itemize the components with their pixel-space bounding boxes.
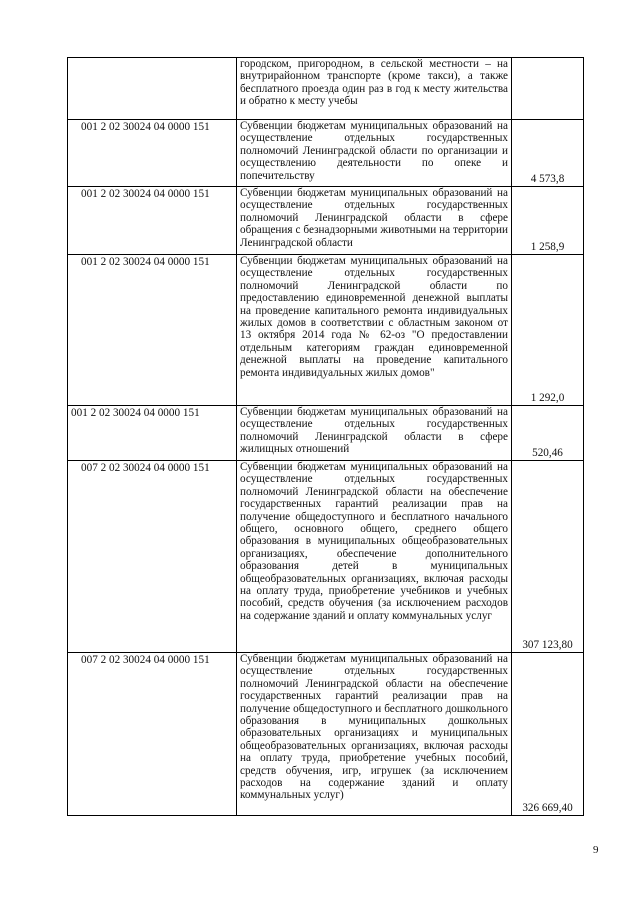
table-row <box>68 461 584 653</box>
budget-code: 001 2 02 30024 04 0000 151 <box>81 121 210 133</box>
table-row <box>68 255 584 406</box>
budget-code-cell <box>68 461 237 653</box>
budget-code-cell <box>68 120 237 187</box>
page-number: 9 <box>593 844 599 856</box>
amount-cell: 1 258,9 <box>512 187 584 255</box>
budget-code: 007 2 02 30024 04 0000 151 <box>81 654 210 666</box>
budget-code: 001 2 02 30024 04 0000 151 <box>71 407 200 419</box>
description-cell: городском, пригородном, в сельской местности – на внутрирайонном транспорте (кроме такси), а также бесплатного проезда один раз в год к месту жительства и обратно к месту учебы <box>237 58 512 120</box>
description-cell: Субвенции бюджетам муниципальных образований на осуществление отдельных государственных полномочий Ленинградской области в сфере обращения с безнадзорными животными на территории Ленинградской области <box>237 187 512 255</box>
budget-code-cell <box>68 187 237 255</box>
amount-cell: 326 669,40 <box>512 653 584 816</box>
table-row <box>68 58 584 120</box>
budget-code: 001 2 02 30024 04 0000 151 <box>81 188 210 200</box>
budget-code-cell <box>68 255 237 406</box>
amount-cell: 307 123,80 <box>512 461 584 653</box>
budget-table <box>67 57 584 816</box>
budget-code-cell <box>68 406 237 461</box>
table-row <box>68 120 584 187</box>
budget-code-cell <box>68 58 237 120</box>
budget-code: 007 2 02 30024 04 0000 151 <box>81 462 210 474</box>
description-cell: Субвенции бюджетам муниципальных образований на осуществление отдельных государственных полномочий Ленинградской области на обеспечение государственных гарантий реализации прав на получение общедоступного и бесплатного начального общего, основного общего, среднего общего образования в муниципальных общеобразовательных организациях, обеспечение дополнительного образования детей в муниципальных общеобразовательных организациях, включая расходы на оплату труда, приобретение учебников и учебных пособий, средств обучения (за исключением расходов на содержание зданий и оплату коммунальных услуг <box>237 461 512 653</box>
description-cell: Субвенции бюджетам муниципальных образований на осуществление отдельных государственных полномочий Ленинградской области по предоставлению единовременной денежной выплаты на проведение капитального ремонта индивидуальных жилых домов в соответствии с областным законом от 13 октября 2014 года № 62-оз "О предоставлении отдельным категориям граждан единовременной денежной выплаты на проведение капитального ремонта индивидуальных жилых домов" <box>237 255 512 406</box>
description-cell: Субвенции бюджетам муниципальных образований на осуществление отдельных государственных полномочий Ленинградской области в сфере жилищных отношений <box>237 406 512 461</box>
table-row <box>68 653 584 816</box>
amount-cell <box>512 58 584 120</box>
description-cell: Субвенции бюджетам муниципальных образований на осуществление отдельных государственных полномочий Ленинградской области по организации и осуществлению деятельности по опеке и попечительству <box>237 120 512 187</box>
table-row <box>68 187 584 255</box>
amount-cell: 4 573,8 <box>512 120 584 187</box>
amount-cell: 1 292,0 <box>512 255 584 406</box>
description-cell: Субвенции бюджетам муниципальных образований на осуществление отдельных государственных полномочий Ленинградской области на обеспечение государственных гарантий реализации прав на получение общедоступного и бесплатного дошкольного образования в муниципальных дошкольных образовательных организациях и муниципальных общеобразовательных организациях, включая расходы на оплату труда, приобретение учебных пособий, средств обучения, игр, игрушек (за исключением расходов на содержание зданий и оплату коммунальных услуг) <box>237 653 512 816</box>
budget-code-cell <box>68 653 237 816</box>
budget-code: 001 2 02 30024 04 0000 151 <box>81 256 210 268</box>
amount-cell: 520,46 <box>512 406 584 461</box>
table-row <box>68 406 584 461</box>
